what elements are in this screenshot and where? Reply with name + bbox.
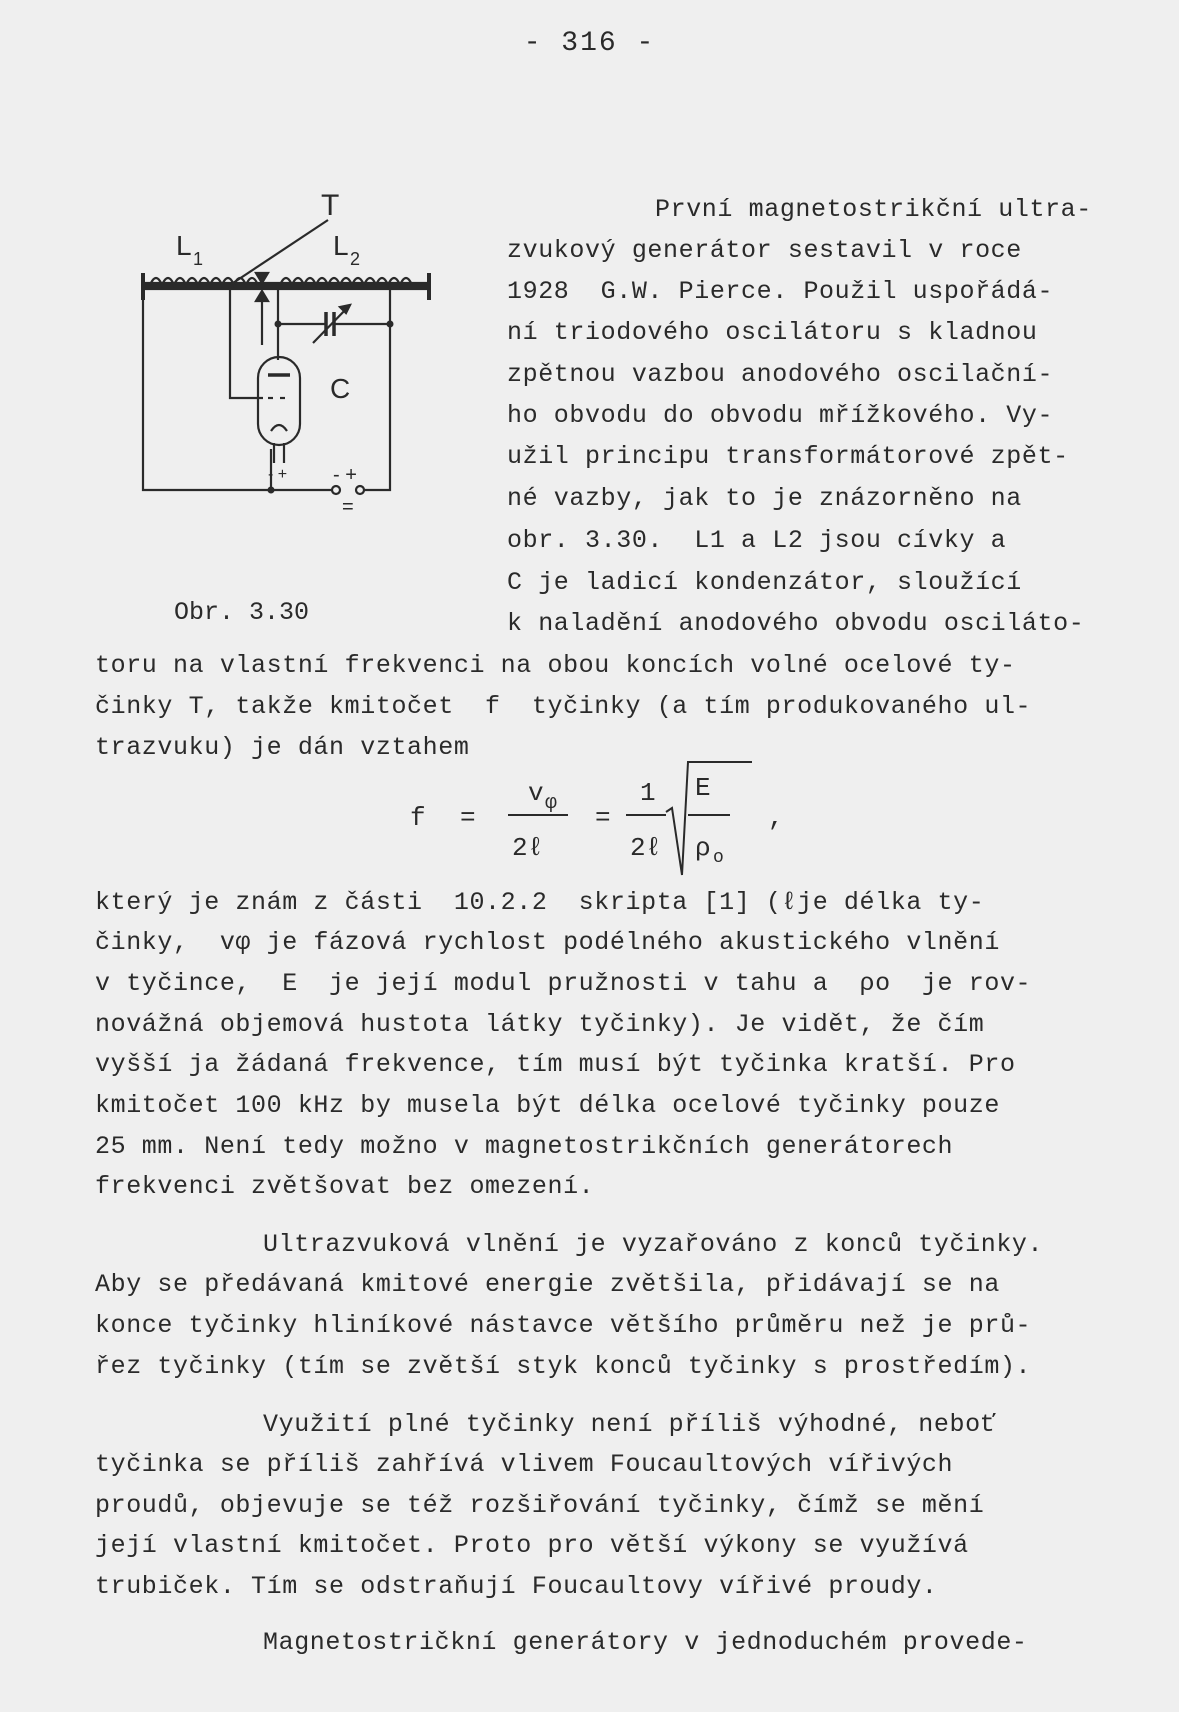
- label-l2-sub: 2: [350, 249, 361, 269]
- formula-rad-den: ρ: [695, 833, 711, 863]
- text-line: proudů, objevuje se též rozšiřování tyčinky, čímž se mění: [95, 1491, 985, 1520]
- formula-den1: 2ℓ: [512, 833, 544, 863]
- circuit-diagram-figure: [128, 185, 468, 555]
- formula-eq2: =: [595, 803, 611, 833]
- text-line: vyšší ja žádaná frekvence, tím musí být tyčinka kratší. Pro: [95, 1050, 1016, 1079]
- label-c: C: [330, 373, 351, 404]
- label-l2: L: [333, 230, 349, 261]
- text-line: Magnetostričkní generátory v jednoduchém provede-: [263, 1628, 1028, 1657]
- text-line: trazvuku) je dán vztahem: [95, 733, 470, 762]
- label-t: T: [321, 189, 340, 222]
- label-supply-polarity: - +: [333, 464, 357, 486]
- formula-rad-num: E: [695, 773, 711, 803]
- text-line: Využití plné tyčinky není příliš výhodné, neboť: [263, 1410, 997, 1439]
- text-line: toru na vlastní frekvenci na obou koncích volné ocelové ty-: [95, 651, 1016, 680]
- formula-num1: v: [528, 778, 544, 808]
- formula-rad-den-sub: o: [713, 848, 724, 868]
- formula-lhs: f: [410, 803, 426, 833]
- text-line: zpětnou vazbou anodového oscilační-: [507, 360, 1054, 389]
- text-line: její vlastní kmitočet. Proto pro větší výkony se využívá: [95, 1531, 969, 1560]
- label-l1: L: [176, 230, 192, 261]
- formula-den2: 2ℓ: [630, 833, 662, 863]
- text-line: zvukový generátor sestavil v roce: [507, 236, 1022, 265]
- text-line: 1928 G.W. Pierce. Použil uspořádá-: [507, 277, 1054, 306]
- formula: [400, 750, 820, 880]
- text-line: Aby se předávaná kmitové energie zvětšila, přidávají se na: [95, 1270, 1000, 1299]
- text-line: činky T, takže kmitočet f tyčinky (a tím produkovaného ul-: [95, 692, 1032, 721]
- text-line: novážná objemová hustota látky tyčinky). Je vidět, že čím: [95, 1010, 985, 1039]
- text-line: obr. 3.30. L1 a L2 jsou cívky a: [507, 526, 1007, 555]
- text-line: tyčinka se příliš zahřívá vlivem Foucaultových vířivých: [95, 1450, 954, 1479]
- text-line: Ultrazvuková vlnění je vyzařováno z konců tyčinky.: [263, 1230, 1044, 1259]
- text-line: činky, vφ je fázová rychlost podélného akustického vlnění: [95, 928, 1000, 957]
- text-line: 25 mm. Není tedy možno v magnetostrikčních generátorech: [95, 1132, 954, 1161]
- text-line: k naladění anodového obvodu osciláto-: [507, 609, 1085, 638]
- text-line: řez tyčinky (tím se zvětší styk konců tyčinky s prostředím).: [95, 1352, 1032, 1381]
- label-equals: =: [342, 496, 354, 518]
- formula-comma: ,: [768, 803, 784, 833]
- formula-eq: =: [460, 803, 476, 833]
- formula-num2: 1: [640, 778, 656, 808]
- text-line: ho obvodu do obvodu mřížkového. Vy-: [507, 401, 1054, 430]
- rod-pointer: [230, 220, 328, 285]
- text-line: kmitočet 100 kHz by musela být délka ocelové tyčinky pouze: [95, 1091, 1000, 1120]
- text-line: frekvenci zvětšovat bez omezení.: [95, 1172, 595, 1201]
- text-line: ní triodového oscilátoru s kladnou: [507, 318, 1038, 347]
- text-line: konce tyčinky hliníkové nástavce většího průměru než je prů-: [95, 1311, 1032, 1340]
- formula-num1-sub: φ: [545, 792, 558, 815]
- text-line: trubiček. Tím se odstraňují Foucaultovy vířivé proudy.: [95, 1572, 938, 1601]
- text-line: né vazby, jak to je znázorněno na: [507, 484, 1022, 513]
- text-line: C je ladicí kondenzátor, sloužící: [507, 568, 1022, 597]
- text-line: užil principu transformátorové zpět-: [507, 442, 1069, 471]
- text-line: v tyčince, E je její modul pružnosti v tahu a ρo je rov-: [95, 969, 1032, 998]
- label-l1-sub: 1: [193, 249, 204, 269]
- page-number: - 316 -: [523, 28, 656, 59]
- text-line: který je znám z části 10.2.2 skripta [1] (ℓje délka ty-: [95, 888, 985, 917]
- figure-caption: Obr. 3.30: [174, 598, 310, 627]
- label-tube-polarity: - +: [268, 466, 288, 483]
- text-line: První magnetostrikční ultra-: [655, 195, 1092, 224]
